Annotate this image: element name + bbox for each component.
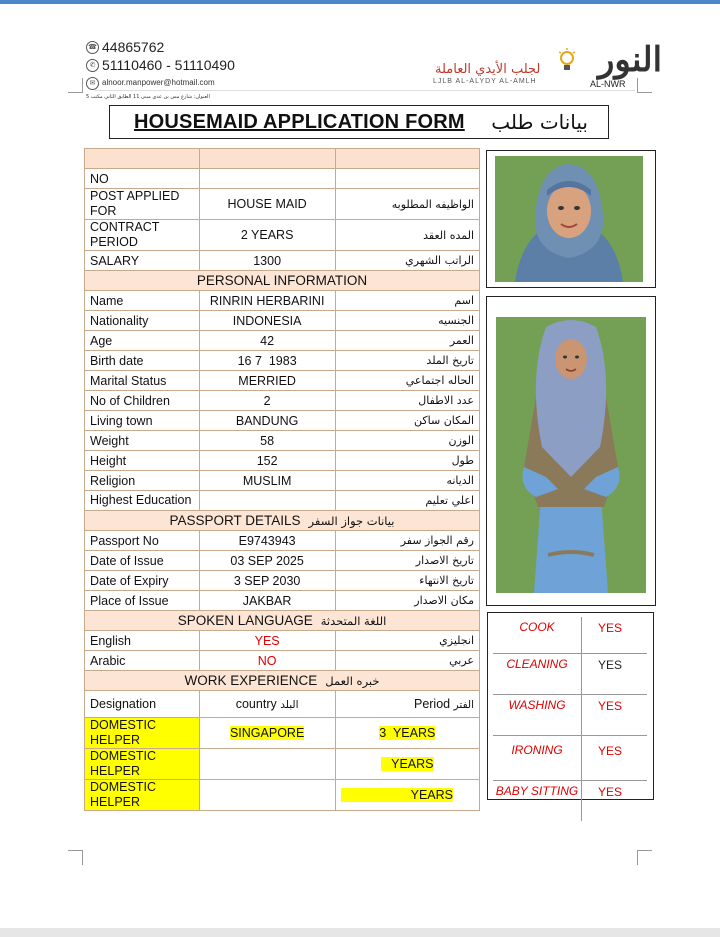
section-personal xyxy=(85,271,480,291)
row-label: Weight xyxy=(85,431,200,451)
form-title-box xyxy=(109,105,609,139)
row-value: 58 xyxy=(199,431,335,451)
company-logo xyxy=(430,40,663,90)
row-value: RINRIN HERBARINI xyxy=(199,291,335,311)
row-label-arabic: عربي xyxy=(335,651,479,671)
section-title: WORK EXPERIENCE xyxy=(184,673,318,688)
table-row xyxy=(85,371,480,391)
row-label: POST APPLIED FOR xyxy=(85,189,200,220)
crop-mark-bottom-right xyxy=(637,850,652,865)
row-value: JAKBAR xyxy=(199,591,335,611)
row-value xyxy=(199,169,335,189)
row-value: 152 xyxy=(199,451,335,471)
row-label: Passport No xyxy=(85,531,200,551)
row-label: Age xyxy=(85,331,200,351)
phone-icon: ☎ xyxy=(86,41,99,54)
row-label: Living town xyxy=(85,411,200,431)
row-label-arabic: الواظيفه المطلوبه xyxy=(335,189,479,220)
table-row xyxy=(85,220,480,251)
skill-row xyxy=(493,695,647,736)
row-label-arabic: الجنسيه xyxy=(335,311,479,331)
row-value: 16 7 1983 xyxy=(199,351,335,371)
row-label: NO xyxy=(85,169,200,189)
section-title-arabic: اللغة المتحدثة xyxy=(320,614,387,628)
row-value: BANDUNG xyxy=(199,411,335,431)
row-label-arabic: مكان الاصدار xyxy=(335,591,479,611)
row-label-arabic: الحاله اجتماعي xyxy=(335,371,479,391)
table-row xyxy=(85,451,480,471)
full-body-figure-icon xyxy=(496,317,646,593)
portrait-icon xyxy=(495,156,643,282)
row-label: Arabic xyxy=(85,651,200,671)
work-row xyxy=(85,780,480,811)
work-period: YEARS xyxy=(335,749,479,780)
row-label-arabic: اسم xyxy=(335,291,479,311)
row-label-arabic: العمر xyxy=(335,331,479,351)
skill-value: YES xyxy=(582,736,648,781)
contact-info xyxy=(86,38,235,106)
office-address: العنوان: شارع مس بن عدي مبنى 11 الطابق الثاني مكتب 5 xyxy=(86,94,210,100)
section-language xyxy=(85,611,480,631)
table-row xyxy=(85,331,480,351)
work-country xyxy=(199,749,335,780)
skill-value: YES xyxy=(582,654,648,695)
form-title-arabic: بيانات طلب xyxy=(491,110,588,134)
row-value xyxy=(199,491,335,511)
skills-table xyxy=(493,617,647,821)
row-label-arabic xyxy=(335,169,479,189)
full-body-photo xyxy=(496,317,646,593)
section-title: SPOKEN LANGUAGE xyxy=(177,613,313,628)
row-label-arabic: تاريخ الاصدار xyxy=(335,551,479,571)
logo-brand: AL-NWR xyxy=(590,79,626,89)
crop-mark-top-left xyxy=(68,78,83,93)
row-label-arabic: عدد الاطفال xyxy=(335,391,479,411)
skill-label: CLEANING xyxy=(493,654,582,695)
row-label-arabic: المده العقد xyxy=(335,220,479,251)
row-label: Date of Expiry xyxy=(85,571,200,591)
country-header: country البلد xyxy=(199,691,335,718)
skill-value: YES xyxy=(582,695,648,736)
row-label: SALARY xyxy=(85,251,200,271)
row-value: 42 xyxy=(199,331,335,351)
section-title: PERSONAL INFORMATION xyxy=(196,273,368,288)
row-label-arabic: طول xyxy=(335,451,479,471)
row-label: Nationality xyxy=(85,311,200,331)
row-label: Place of Issue xyxy=(85,591,200,611)
row-label-arabic: تاريخ الانتهاء xyxy=(335,571,479,591)
row-label: Religion xyxy=(85,471,200,491)
skill-row xyxy=(493,654,647,695)
table-header-row xyxy=(85,149,480,169)
work-period: YEARS xyxy=(335,780,479,811)
row-label-arabic: اعلي تعليم xyxy=(335,491,479,511)
row-value: 2 xyxy=(199,391,335,411)
table-row xyxy=(85,631,480,651)
row-label: Birth date xyxy=(85,351,200,371)
mobile-icon: ✆ xyxy=(86,59,99,72)
logo-english-text: LJLB AL-ALYDY AL-AMLH xyxy=(433,78,537,85)
logo-mark: النور xyxy=(598,40,663,80)
row-value: 1300 xyxy=(199,251,335,271)
table-row xyxy=(85,311,480,331)
skill-row xyxy=(493,617,647,654)
work-row xyxy=(85,749,480,780)
row-label: Height xyxy=(85,451,200,471)
table-row xyxy=(85,291,480,311)
email-address: alnoor.manpower@hotmail.com xyxy=(102,78,215,87)
row-label: CONTRACT PERIOD xyxy=(85,220,200,251)
period-header: Period الفتر xyxy=(335,691,479,718)
table-row xyxy=(85,391,480,411)
work-designation: DOMESTIC HELPER xyxy=(85,749,200,780)
skills-box xyxy=(487,612,654,800)
phone-number: 44865762 xyxy=(102,39,165,55)
row-label-arabic: انجليزي xyxy=(335,631,479,651)
header-divider xyxy=(95,90,635,91)
skill-row xyxy=(493,781,647,822)
table-row xyxy=(85,431,480,451)
skill-value: YES xyxy=(598,785,623,799)
row-value: HOUSE MAID xyxy=(199,189,335,220)
headshot-photo-frame xyxy=(486,150,656,288)
headshot-photo xyxy=(495,156,643,282)
section-title-arabic: بيانات جواز السفر xyxy=(308,514,395,528)
row-value: 03 SEP 2025 xyxy=(199,551,335,571)
row-value: 2 YEARS xyxy=(199,220,335,251)
row-label: English xyxy=(85,631,200,651)
row-label: No of Children xyxy=(85,391,200,411)
row-value: YES xyxy=(199,631,335,651)
skill-row xyxy=(493,736,647,781)
table-row xyxy=(85,351,480,371)
row-value: MERRIED xyxy=(199,371,335,391)
row-value: 3 SEP 2030 xyxy=(199,571,335,591)
row-value: NO xyxy=(199,651,335,671)
application-table xyxy=(84,148,480,811)
top-accent-bar xyxy=(0,0,720,4)
row-label-arabic: الديانه xyxy=(335,471,479,491)
crop-mark-bottom-left xyxy=(68,850,83,865)
skill-label xyxy=(493,781,582,822)
table-row xyxy=(85,531,480,551)
table-row xyxy=(85,591,480,611)
work-country xyxy=(199,780,335,811)
work-period: 3 YEARS xyxy=(335,718,479,749)
row-label-arabic: رقم الجواز سفر xyxy=(335,531,479,551)
table-row xyxy=(85,411,480,431)
row-label-arabic: المكان ساكن xyxy=(335,411,479,431)
work-row xyxy=(85,718,480,749)
row-label: Highest Education xyxy=(85,491,200,511)
row-label-arabic: الوزن xyxy=(335,431,479,451)
skill-label: COOK xyxy=(493,617,582,654)
designation-header: Designation xyxy=(85,691,200,718)
row-label-arabic: تاريخ الملد xyxy=(335,351,479,371)
row-label-arabic: الراتب الشهري xyxy=(335,251,479,271)
bottom-bar xyxy=(0,928,720,937)
work-country: SINGAPORE xyxy=(199,718,335,749)
skill-label: WASHING xyxy=(493,695,582,736)
row-value: INDONESIA xyxy=(199,311,335,331)
table-row xyxy=(85,551,480,571)
table-row xyxy=(85,491,480,511)
skill-label-text: BABY SITTING xyxy=(495,785,579,798)
row-value: MUSLIM xyxy=(199,471,335,491)
section-title: PASSPORT DETAILS xyxy=(169,513,301,528)
row-label: Name xyxy=(85,291,200,311)
work-header-row xyxy=(85,691,480,718)
table-row xyxy=(85,651,480,671)
section-passport xyxy=(85,511,480,531)
skill-value: YES xyxy=(582,617,648,654)
row-label: Marital Status xyxy=(85,371,200,391)
section-title-arabic: خبره العمل xyxy=(325,674,380,688)
email-icon: ✉ xyxy=(86,77,99,90)
skill-label: IRONING xyxy=(493,736,582,781)
mobile-numbers: 51110460 - 51110490 xyxy=(102,57,235,73)
table-row xyxy=(85,251,480,271)
table-row xyxy=(85,189,480,220)
table-row xyxy=(85,471,480,491)
table-row xyxy=(85,571,480,591)
work-designation: DOMESTIC HELPER xyxy=(85,718,200,749)
section-work xyxy=(85,671,480,691)
lightbulb-icon xyxy=(558,48,576,74)
logo-arabic-text: لجلب الأيدي العاملة xyxy=(435,62,541,77)
full-body-photo-frame xyxy=(486,296,656,606)
table-row xyxy=(85,169,480,189)
row-label: Date of Issue xyxy=(85,551,200,571)
work-designation: DOMESTIC HELPER xyxy=(85,780,200,811)
row-value: E9743943 xyxy=(199,531,335,551)
form-title: HOUSEMAID APPLICATION FORM xyxy=(134,111,465,133)
